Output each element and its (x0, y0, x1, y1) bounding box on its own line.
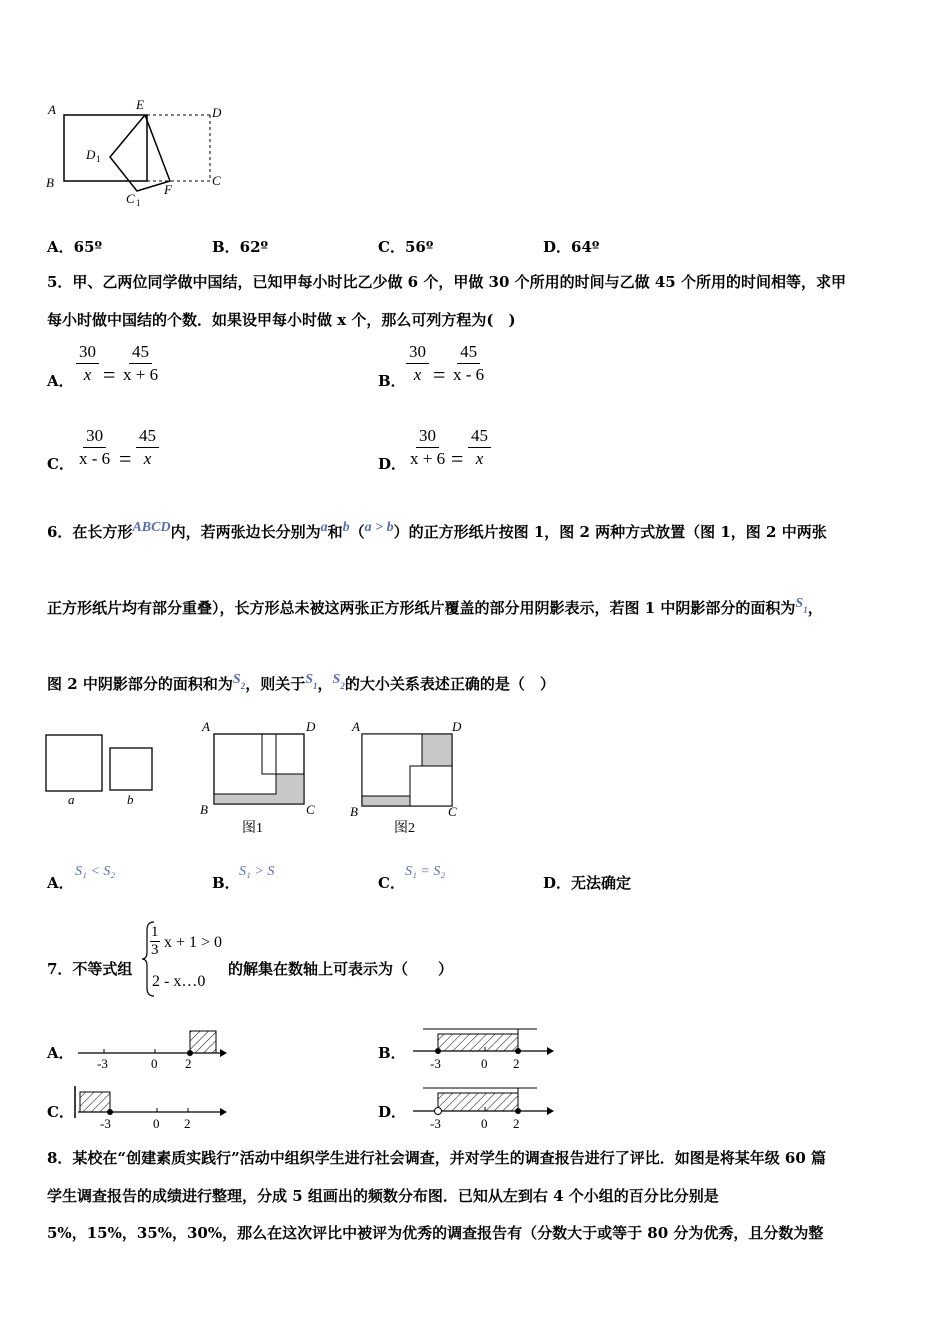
q6-option-d-label: D． (543, 874, 572, 892)
q6-option-b-expr: S₁ > S (239, 864, 275, 879)
q6-f1-A: A (202, 719, 210, 734)
q6-abcd: ABCD (132, 520, 171, 535)
q6-f1-B: B (200, 802, 208, 817)
q6-option-a-expr: S₁ < S₂ (75, 864, 116, 879)
q6-cond: a > b (364, 520, 394, 535)
q5-option-d-label: D． (378, 455, 407, 473)
q8-line2: 学生调查报告的成绩进行整理，分成 5 组画出的频数分布图．已知从左到右 4 个小组的百分比分别是 (47, 1187, 719, 1205)
q5-line1: 5．甲、乙两位同学做中国结，已知甲每小时比乙少做 6 个，甲做 30 个所用的时间与乙做 45 个所用的时间相等，求甲 (47, 273, 846, 291)
q6-s2b: S (332, 672, 341, 687)
q7-numberline-d (405, 1081, 560, 1133)
q7-option-d-label: D． (378, 1103, 407, 1121)
q5-c-eq: = (119, 446, 132, 471)
q6-f1-caption: 图1 (242, 821, 263, 836)
q7-suffix: 的解集在数轴上可表示为（ ） (228, 960, 454, 978)
q4-label-C1-sub: 1 (136, 198, 141, 208)
q7-b-tick1: -3 (430, 1056, 441, 1071)
q7-row2: 2 - x…0 (152, 973, 206, 990)
q7-c-tick3: 2 (184, 1116, 191, 1131)
q4-label-E: E (136, 97, 144, 112)
q6-f2-D: D (452, 719, 462, 734)
q6-l1b: 内，若两张边长分别为 (170, 523, 321, 541)
q6-s1: S (795, 596, 804, 611)
q5-a-frac2: $\frac{45}{x + 6}$ (123, 342, 159, 384)
q6-line1 (47, 521, 827, 542)
q4-option-b: B．62º (212, 238, 269, 256)
q5-b-frac2: $\frac{45}{x - 6}$ (453, 342, 485, 384)
q6-f2-caption: 图2 (394, 821, 415, 836)
q6-l1a: 6．在长方形 (47, 523, 133, 541)
q5-d-eq: = (451, 446, 464, 471)
q6-paren: （ (349, 523, 365, 541)
q7-c-tick1: -3 (100, 1116, 111, 1131)
q6-f1-C: C (306, 802, 315, 817)
q6-figure2 (348, 716, 470, 840)
q4-label-D1-sub: 1 (96, 154, 101, 164)
q6-fig-b: b (127, 792, 134, 807)
q8-line1: 8．某校在“创建素质实践行”活动中组织学生进行社会调查，并对学生的调查报告进行了评比．如图是将某年级 60 篇 (47, 1149, 827, 1167)
q6-l3d: 的大小关系表述正确的是（ ） (344, 675, 555, 693)
q7-option-b-label: B． (378, 1044, 406, 1062)
q5-a-frac1: $\frac{30}{x}$ (76, 342, 99, 385)
q5-option-b-label: B． (378, 372, 406, 390)
q7-d-tick2: 0 (481, 1116, 488, 1131)
q6-l2: 正方形纸片均有部分重叠），长方形总未被这两张正方形纸片覆盖的部分用阴影表示，若图 1 中阴影部分的面积为 (47, 599, 796, 617)
q7-numberline-a (70, 1025, 230, 1075)
q5-c-frac2: $\frac{45}{x}$ (136, 426, 159, 469)
q6-option-b-label: B． (212, 874, 240, 892)
q7-b-tick3: 2 (513, 1056, 520, 1071)
q5-d-frac2: $\frac{45}{x}$ (468, 426, 491, 469)
q4-label-C: C (212, 173, 221, 188)
q5-option-a-label: A． (47, 372, 74, 390)
q6-option-c-expr: S₁ = S₂ (405, 864, 446, 879)
q7-option-a-label: A． (47, 1044, 74, 1062)
q4-label-F: F (164, 182, 172, 197)
q4-option-c: C．56º (378, 238, 434, 256)
q5-option-c-label: C． (47, 455, 74, 473)
q4-label-B: B (46, 175, 54, 190)
q4-option-d: D．64º (543, 238, 600, 256)
q5-d-frac1: $\frac{30}{x + 6}$ (410, 426, 446, 468)
q6-s1b: S (305, 672, 313, 687)
q7-a-tick2: 0 (151, 1056, 158, 1071)
q6-he: 和 (327, 523, 343, 541)
q6-s2-sub: 2 (240, 681, 246, 691)
q4-label-C1: C (126, 191, 135, 206)
q5-c-frac1: $\frac{30}{x - 6}$ (79, 426, 111, 468)
q7-d-tick3: 2 (513, 1116, 520, 1131)
q7-row1-rest: x + 1 > 0 (164, 934, 223, 951)
q6-f2-A: A (352, 719, 360, 734)
q6-comma: ， (807, 599, 823, 617)
q7-numberline-c (70, 1082, 230, 1132)
q6-s1b-sub: 1 (313, 681, 318, 691)
q7-a-tick1: -3 (97, 1056, 108, 1071)
q7-numberline-b (405, 1022, 560, 1074)
q6-squares-figure (40, 728, 165, 810)
q6-f2-C: C (448, 804, 457, 819)
q6-f2-B: B (350, 804, 358, 819)
q6-option-c-label: C． (378, 874, 405, 892)
q5-line2: 每小时做中国结的个数．如果设甲每小时做 x 个，那么可列方程为( ) (47, 311, 516, 329)
q4-figure (40, 95, 240, 210)
q6-l3c: ， (317, 675, 333, 693)
q4-label-D: D (212, 105, 222, 120)
q6-l3b: ，则关于 (245, 675, 306, 693)
q6-l3a: 图 2 中阴影部分的面积和为 (47, 675, 233, 693)
q6-option-d-expr: 无法确定 (571, 874, 632, 892)
q6-line2 (47, 597, 823, 619)
q5-b-eq: = (433, 362, 446, 387)
q6-s2b-sub: 2 (340, 681, 345, 691)
q6-fig-a: a (68, 792, 75, 807)
q6-f1-D: D (306, 719, 316, 734)
q6-b: b (342, 520, 350, 535)
q6-option-a-label: A． (47, 874, 74, 892)
q6-a: a (320, 520, 328, 535)
q6-s2: S (232, 672, 241, 687)
q5-a-eq: = (103, 362, 116, 387)
q7-c-tick2: 0 (153, 1116, 160, 1131)
q8-line3: 5%，15%，35%，30%，那么在这次评比中被评为优秀的调查报告有（分数大于或等于 80 分为优秀，且分数为整 (47, 1224, 824, 1242)
q4-label-D1: D (86, 147, 96, 162)
q6-s1-sub: 1 (803, 605, 808, 615)
q6-figure1 (196, 716, 328, 840)
q4-label-A: A (48, 102, 56, 117)
q7-d-tick1: -3 (430, 1116, 441, 1131)
q4-option-a: A．65º (47, 238, 103, 256)
q5-b-frac1: $\frac{30}{x}$ (406, 342, 429, 385)
q7-prefix: 7．不等式组 (47, 960, 133, 978)
q7-row1-frac: $\frac{1}{3}$ (151, 924, 159, 958)
q7-a-tick3: 2 (185, 1056, 192, 1071)
q7-b-tick2: 0 (481, 1056, 488, 1071)
q7-option-c-label: C． (47, 1103, 74, 1121)
q6-l1c: ）的正方形纸片按图 1，图 2 两种方式放置（图 1，图 2 中两张 (393, 523, 827, 541)
q6-line3 (47, 673, 555, 695)
